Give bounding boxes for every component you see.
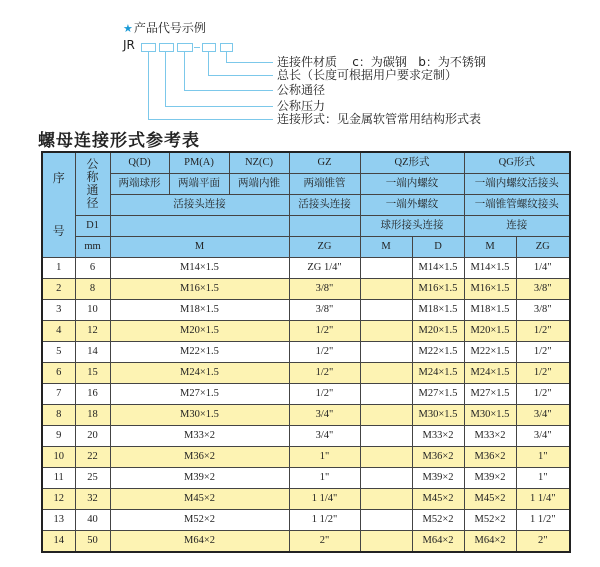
cell-m: M36×2 — [110, 447, 289, 468]
cell-qz-d: M14×1.5 — [412, 258, 464, 279]
cell-dn: 10 — [75, 300, 110, 321]
cell-m: M24×1.5 — [110, 363, 289, 384]
cell-qg-m: M45×2 — [464, 489, 516, 510]
cell-qz-d: M39×2 — [412, 468, 464, 489]
cell-qg-zg: 3/8" — [516, 300, 570, 321]
cell-m: M39×2 — [110, 468, 289, 489]
cell-dn: 40 — [75, 510, 110, 531]
table-title: 螺母连接形式参考表 — [38, 131, 200, 151]
cell-m: M14×1.5 — [110, 258, 289, 279]
table-row — [42, 531, 570, 553]
code-box — [220, 43, 233, 52]
cell-qg-m: M52×2 — [464, 510, 516, 531]
header-pm-desc: 两端平面 — [169, 174, 229, 195]
leader-line — [208, 75, 273, 76]
cell-zg: 1/2" — [289, 321, 360, 342]
header-qg-desc1: 一端内螺纹活接头 — [464, 174, 570, 195]
cell-qz-m — [360, 321, 412, 342]
cell-qg-zg: 1/2" — [516, 363, 570, 384]
table-row — [42, 405, 570, 426]
cell-qg-m: M20×1.5 — [464, 321, 516, 342]
cell-qg-m: M64×2 — [464, 531, 516, 553]
table-row — [42, 468, 570, 489]
cell-qg-m: M39×2 — [464, 468, 516, 489]
cell-qg-m: M27×1.5 — [464, 384, 516, 405]
leader-line — [208, 52, 209, 75]
header-gz: GZ — [289, 152, 360, 174]
cell-no: 4 — [42, 321, 75, 342]
cell-qz-d: M20×1.5 — [412, 321, 464, 342]
vertical-header-text: 序 号 — [52, 171, 65, 238]
leader-line — [165, 106, 273, 107]
header-q-desc: 两端球形 — [110, 174, 169, 195]
cell-qg-m: M36×2 — [464, 447, 516, 468]
cell-qz-d: M27×1.5 — [412, 384, 464, 405]
label-material: 连接件材质 c：为碳钢 b：为不锈钢 — [277, 55, 486, 69]
cell-qz-d: M22×1.5 — [412, 342, 464, 363]
header-qg-zg: ZG — [516, 237, 570, 258]
cell-qz-d: M64×2 — [412, 531, 464, 553]
cell-qg-m: M24×1.5 — [464, 363, 516, 384]
cell-m: M27×1.5 — [110, 384, 289, 405]
table-row — [42, 258, 570, 279]
header-qz-desc2: 一端外螺纹 — [360, 195, 464, 216]
cell-m: M64×2 — [110, 531, 289, 553]
cell-qz-m — [360, 258, 412, 279]
header-pm: PM(A) — [169, 152, 229, 174]
cell-m: M45×2 — [110, 489, 289, 510]
header-mm: mm — [75, 237, 110, 258]
cell-dn: 50 — [75, 531, 110, 553]
cell-qg-m: M33×2 — [464, 426, 516, 447]
cell-qz-m — [360, 384, 412, 405]
cell-zg: 1" — [289, 468, 360, 489]
header-nz-desc: 两端内锥 — [229, 174, 289, 195]
code-dash — [194, 47, 200, 48]
cell-dn: 16 — [75, 384, 110, 405]
vertical-header-text: 公 称 通 径 — [86, 157, 99, 210]
header-qg-m: M — [464, 237, 516, 258]
cell-m: M52×2 — [110, 510, 289, 531]
code-box — [159, 43, 174, 52]
cell-m: M16×1.5 — [110, 279, 289, 300]
leader-line — [184, 90, 273, 91]
table-row — [42, 321, 570, 342]
cell-zg: 2" — [289, 531, 360, 553]
cell-zg: 1 1/4" — [289, 489, 360, 510]
header-d1: D1 — [75, 216, 110, 237]
cell-dn: 32 — [75, 489, 110, 510]
cell-qz-m — [360, 468, 412, 489]
nut-connection-table — [41, 151, 571, 553]
cell-qz-m — [360, 510, 412, 531]
header-qz-desc3: 球形接头连接 — [360, 216, 464, 237]
header-empty — [110, 216, 289, 237]
cell-no: 8 — [42, 405, 75, 426]
leader-line — [148, 119, 273, 120]
cell-zg: ZG 1/4" — [289, 258, 360, 279]
cell-dn: 22 — [75, 447, 110, 468]
header-q: Q(D) — [110, 152, 169, 174]
cell-zg: 1 1/2" — [289, 510, 360, 531]
cell-qz-d: M18×1.5 — [412, 300, 464, 321]
cell-m: M33×2 — [110, 426, 289, 447]
cell-qg-m: M14×1.5 — [464, 258, 516, 279]
cell-no: 10 — [42, 447, 75, 468]
cell-zg: 3/8" — [289, 279, 360, 300]
cell-zg: 1/2" — [289, 384, 360, 405]
cell-qz-m — [360, 426, 412, 447]
intro-title-text: 产品代号示例 — [133, 21, 206, 35]
cell-no: 2 — [42, 279, 75, 300]
table-row — [42, 426, 570, 447]
header-m: M — [110, 237, 289, 258]
cell-qg-zg: 2" — [516, 531, 570, 553]
cell-qg-zg: 3/4" — [516, 426, 570, 447]
leader-line — [148, 52, 149, 119]
table-row — [42, 363, 570, 384]
cell-qg-zg: 1/2" — [516, 384, 570, 405]
cell-qz-d: M16×1.5 — [412, 279, 464, 300]
cell-no: 5 — [42, 342, 75, 363]
table-row — [42, 510, 570, 531]
header-qz-desc1: 一端内螺纹 — [360, 174, 464, 195]
cell-zg: 1" — [289, 447, 360, 468]
cell-dn: 14 — [75, 342, 110, 363]
header-dn — [75, 152, 110, 216]
cell-qg-zg: 1/2" — [516, 342, 570, 363]
cell-dn: 8 — [75, 279, 110, 300]
header-qz-d: D — [412, 237, 464, 258]
cell-dn: 15 — [75, 363, 110, 384]
cell-qg-zg: 1/2" — [516, 321, 570, 342]
table-row — [42, 342, 570, 363]
cell-qg-zg: 1" — [516, 447, 570, 468]
cell-qz-m — [360, 363, 412, 384]
cell-m: M22×1.5 — [110, 342, 289, 363]
cell-no: 3 — [42, 300, 75, 321]
cell-no: 12 — [42, 489, 75, 510]
code-box — [141, 43, 156, 52]
header-qg-desc3: 连接 — [464, 216, 570, 237]
cell-qz-m — [360, 342, 412, 363]
cell-qg-m: M30×1.5 — [464, 405, 516, 426]
cell-no: 7 — [42, 384, 75, 405]
header-seq — [42, 152, 75, 258]
header-gz-desc: 两端锥管 — [289, 174, 360, 195]
cell-qz-d: M30×1.5 — [412, 405, 464, 426]
code-prefix: JR — [123, 38, 135, 52]
header-empty — [289, 216, 360, 237]
cell-qz-m — [360, 300, 412, 321]
cell-dn: 25 — [75, 468, 110, 489]
header-nz: NZ(C) — [229, 152, 289, 174]
cell-qg-zg: 3/4" — [516, 405, 570, 426]
cell-dn: 6 — [75, 258, 110, 279]
leader-line — [226, 62, 273, 63]
table-row — [42, 447, 570, 468]
header-qz-m: M — [360, 237, 412, 258]
header-gz-conn: 活接头连接 — [289, 195, 360, 216]
cell-qg-m: M22×1.5 — [464, 342, 516, 363]
cell-qg-zg: 1 1/2" — [516, 510, 570, 531]
cell-qg-zg: 1" — [516, 468, 570, 489]
label-length: 总长（长度可根据用户要求定制） — [277, 68, 458, 82]
cell-qz-d: M24×1.5 — [412, 363, 464, 384]
code-box — [177, 43, 193, 52]
label-nominal-pressure: 公称压力 — [277, 99, 326, 113]
cell-qz-m — [360, 531, 412, 553]
cell-zg: 1/2" — [289, 363, 360, 384]
cell-qz-d: M52×2 — [412, 510, 464, 531]
table-row — [42, 300, 570, 321]
leader-line — [226, 52, 227, 62]
table-row — [42, 384, 570, 405]
header-zg: ZG — [289, 237, 360, 258]
cell-qg-zg: 1 1/4" — [516, 489, 570, 510]
table-row — [42, 279, 570, 300]
cell-qz-d: M45×2 — [412, 489, 464, 510]
cell-zg: 1/2" — [289, 342, 360, 363]
cell-m: M20×1.5 — [110, 321, 289, 342]
leader-line — [165, 52, 166, 106]
cell-qg-m: M16×1.5 — [464, 279, 516, 300]
header-qg-desc2: 一端锥管螺纹接头 — [464, 195, 570, 216]
code-box — [202, 43, 216, 52]
leader-line — [184, 52, 185, 90]
header-union-conn: 活接头连接 — [110, 195, 289, 216]
cell-qz-m — [360, 489, 412, 510]
table-row — [42, 489, 570, 510]
star-icon: ★ — [123, 22, 133, 35]
cell-dn: 20 — [75, 426, 110, 447]
cell-no: 14 — [42, 531, 75, 553]
cell-no: 6 — [42, 363, 75, 384]
cell-qg-zg: 1/4" — [516, 258, 570, 279]
cell-no: 13 — [42, 510, 75, 531]
label-nominal-diameter: 公称通径 — [277, 83, 326, 97]
header-qz: QZ形式 — [360, 152, 464, 174]
cell-zg: 3/4" — [289, 426, 360, 447]
header-qg: QG形式 — [464, 152, 570, 174]
cell-m: M18×1.5 — [110, 300, 289, 321]
cell-qz-d: M33×2 — [412, 426, 464, 447]
cell-qz-m — [360, 279, 412, 300]
label-connection-form: 连接形式：见金属软管常用结构形式表 — [277, 112, 482, 126]
cell-dn: 12 — [75, 321, 110, 342]
cell-qz-m — [360, 405, 412, 426]
cell-no: 1 — [42, 258, 75, 279]
cell-qg-m: M18×1.5 — [464, 300, 516, 321]
cell-qz-d: M36×2 — [412, 447, 464, 468]
cell-qg-zg: 3/8" — [516, 279, 570, 300]
cell-dn: 18 — [75, 405, 110, 426]
cell-no: 11 — [42, 468, 75, 489]
cell-zg: 3/8" — [289, 300, 360, 321]
product-code-example-title — [123, 19, 206, 36]
cell-zg: 3/4" — [289, 405, 360, 426]
cell-qz-m — [360, 447, 412, 468]
cell-m: M30×1.5 — [110, 405, 289, 426]
cell-no: 9 — [42, 426, 75, 447]
